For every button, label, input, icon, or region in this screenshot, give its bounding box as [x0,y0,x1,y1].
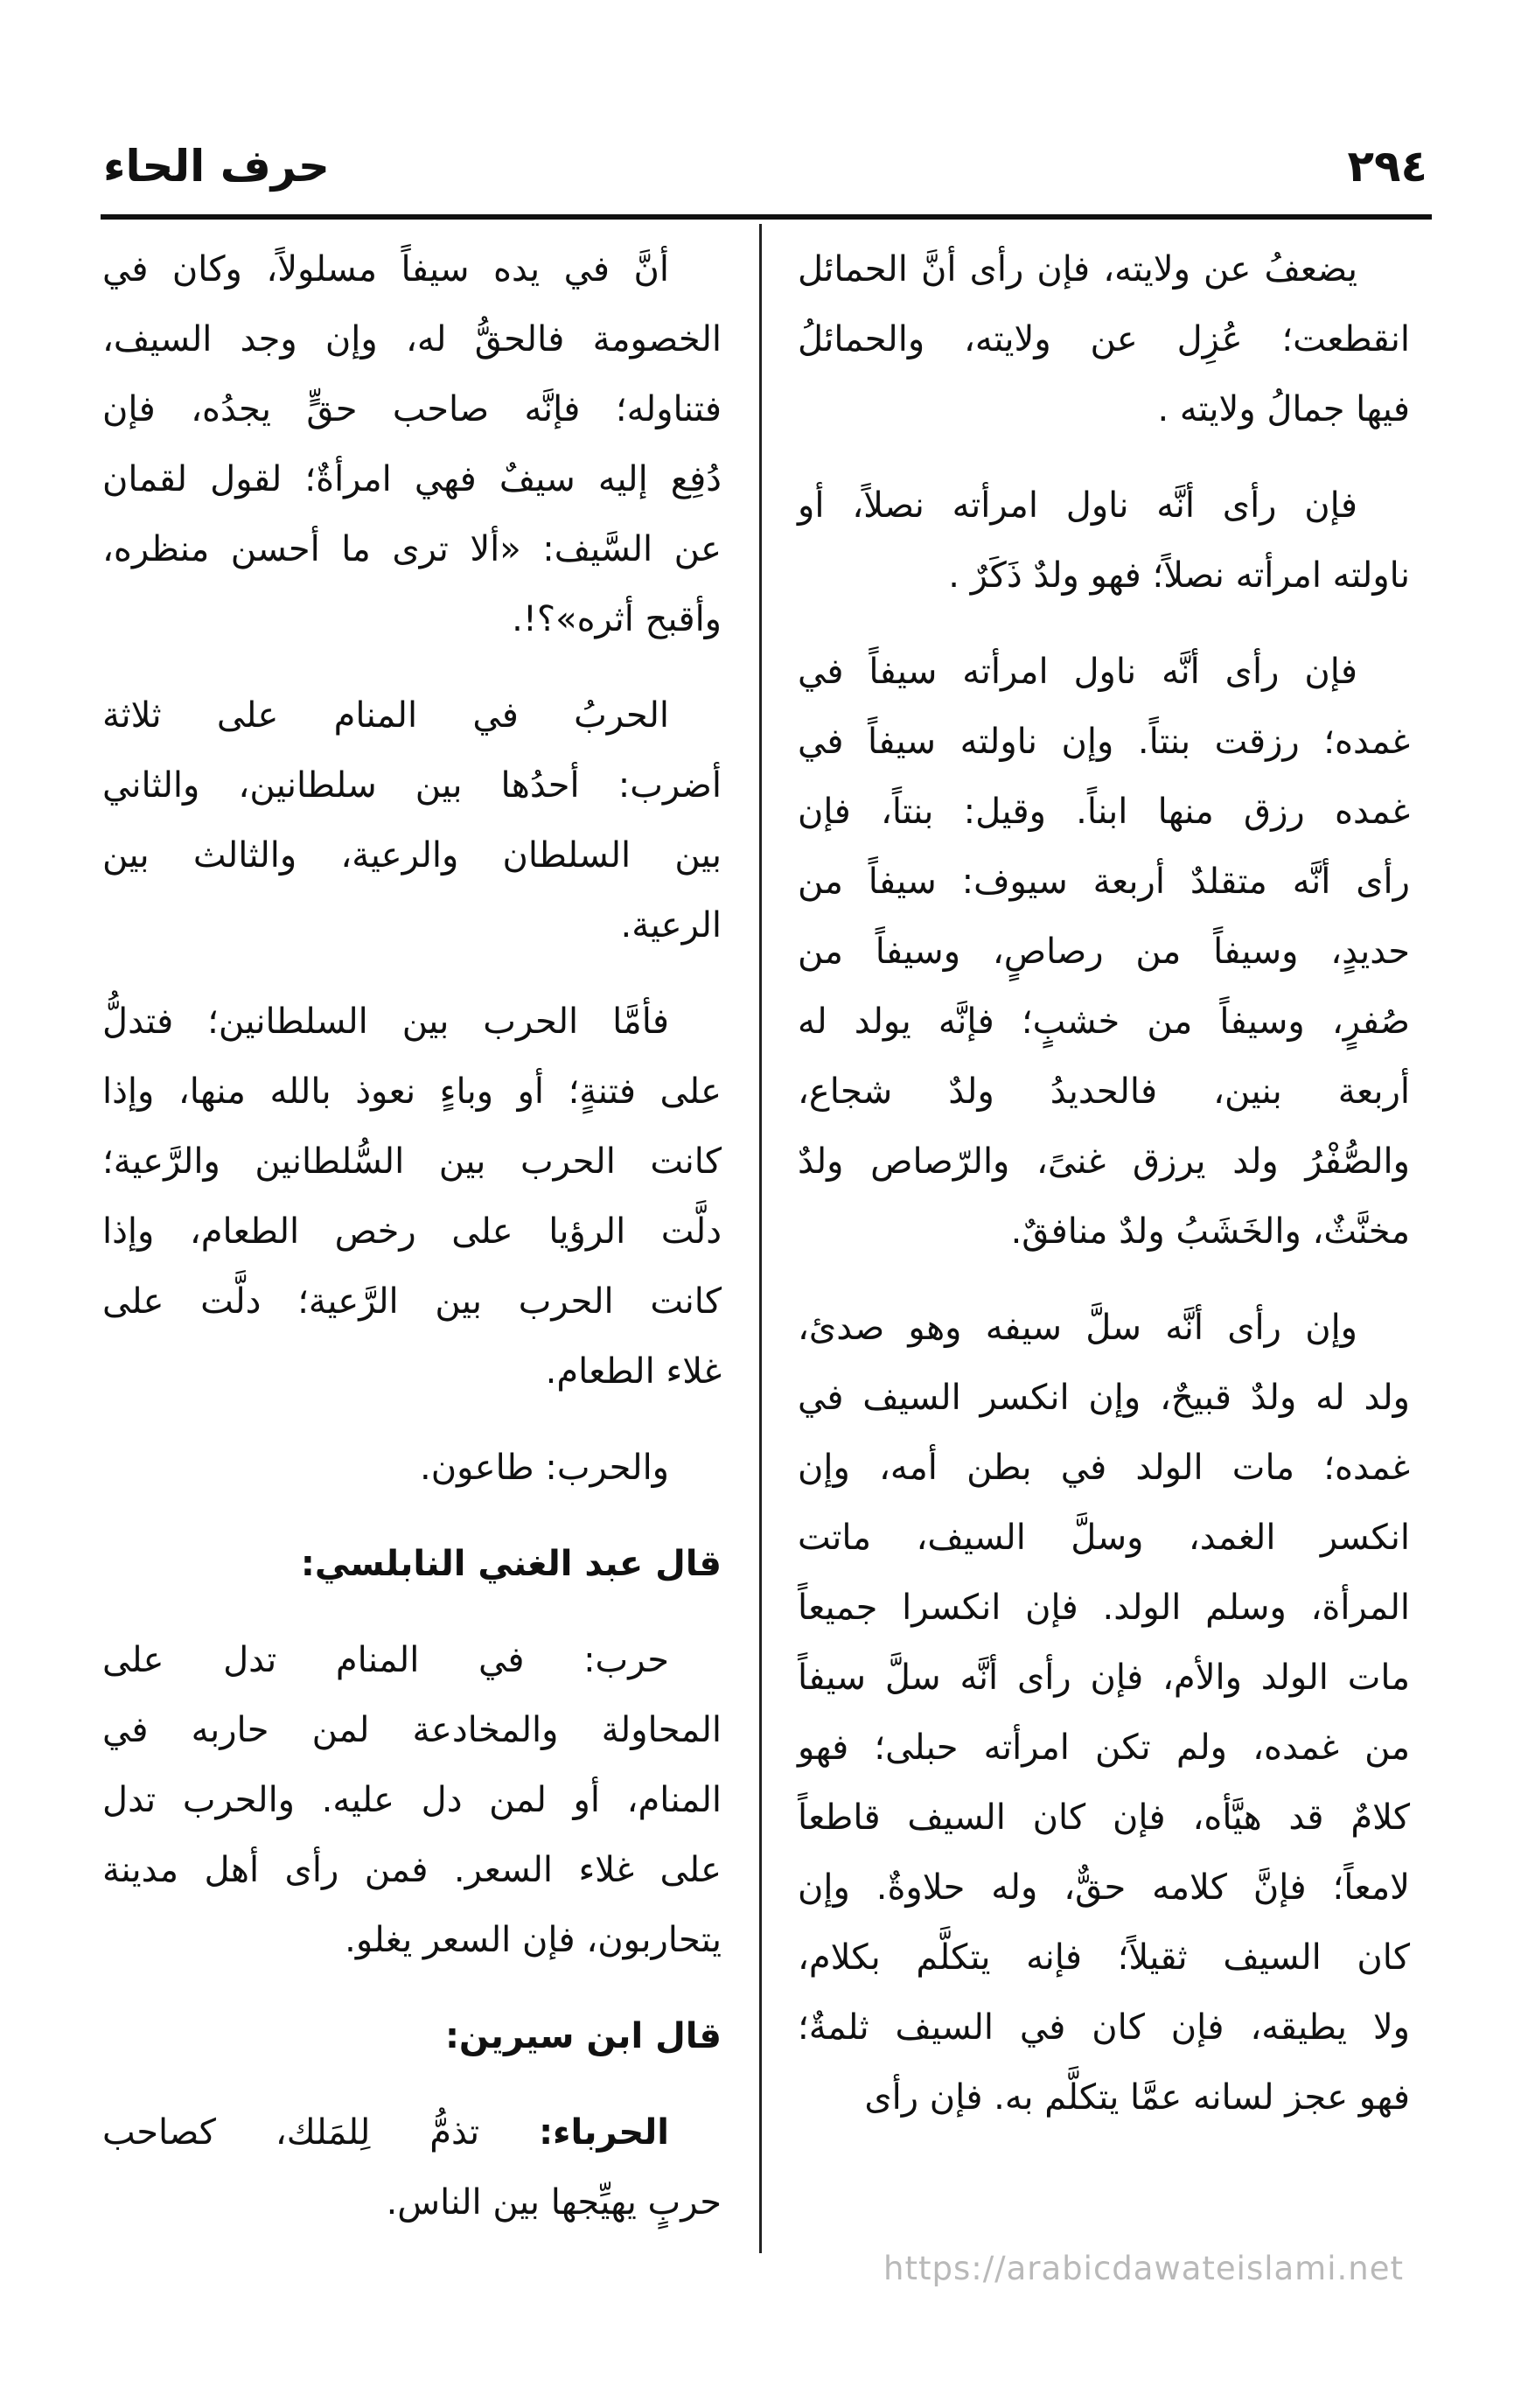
text-line: فيها جمالُ ولايته . [1157,389,1410,429]
text-line: كانت الحرب بين السُّلطانين والرَّعية؛ [102,1141,722,1182]
running-title: حرف الحاء [103,141,330,192]
text-line: على غلاء السعر. فمن رأى أهل مدينة [102,1850,722,1890]
text-line: غمده؛ رزقت بنتاً. وإن ناولته سيفاً في [798,722,1410,762]
right-column [798,234,1410,2159]
text-line: غمده؛ مات الولد في بطن أمه، وإن [798,1448,1410,1488]
text-line: رأى أنَّه متقلدٌ أربعة سيوف: سيفاً من [798,862,1410,902]
text-line: دلَّت الرؤيا على رخص الطعام، وإذا [102,1211,722,1252]
text-line: على فتنةٍ؛ أو وباءٍ نعوذ بالله منها، وإذا [102,1071,722,1112]
text-line: المحاولة والمخادعة لمن حاربه في [102,1710,722,1750]
text-line: حرب: في المنام تدل على [102,1640,669,1680]
text-line: من غمده، ولم تكن امرأته حبلى؛ فهو [798,1727,1410,1768]
text-line: الخصومة فالحقُّ له، وإن وجد السيف، [102,319,722,359]
text-line: كلامٌ قد هيَّأه، فإن كان السيف قاطعاً [798,1797,1410,1838]
text-line: قال عبد الغني النابلسي: [300,1544,722,1584]
text-line: قال ابن سيرين: [444,2016,722,2056]
text-line [102,2097,722,2167]
text-line: مات الولد والأم، فإن رأى أنَّه سلَّ سيفاً [798,1658,1410,1698]
text-line: صُفرٍ، وسيفاً من خشبٍ؛ فإنَّه يولد له [798,1002,1410,1042]
paragraph [798,1293,1410,2132]
text-line: أنَّ في يده سيفاً مسلولاً، وكان في [102,249,669,290]
paragraph [102,987,722,1406]
text-line: أربعة بنين، فالحديدُ ولدٌ شجاع، [798,1071,1410,1112]
paragraph [102,2097,722,2237]
paragraph [798,471,1410,611]
text-line: وأقبح أثره»؟!. [512,599,722,639]
text-line: حديدٍ، وسيفاً من رصاصٍ، وسيفاً من [798,932,1410,972]
text-line: انقطعت؛ عُزِل عن ولايته، والحمائلُ [798,319,1410,359]
text-line: عن السَّيف: «ألا ترى ما أحسن منظره، [102,529,722,569]
header-rule [101,214,1432,220]
text-line: فأمَّا الحرب بين السلطانين؛ فتدلُّ [102,1002,669,1042]
text-line: أضرب: أحدُها بين سلطانين، والثاني [102,765,722,806]
text-line: غلاء الطعام. [545,1351,722,1392]
section-heading [102,1529,722,1599]
text-line: حربٍ يهيِّجها بين الناس. [386,2182,722,2223]
text-line: الحربُ في المنام على ثلاثة [102,695,669,736]
text-line: ولا يطيقه، فإن كان في السيف ثلمةٌ؛ [798,2007,1410,2048]
line-text: تذمُّ لِلمَلك، كصاحب [102,2112,540,2153]
text-line: يضعفُ عن ولايته، فإن رأى أنَّ الحمائل [798,249,1357,290]
text-line: فإن رأى أنَّه ناول امرأته سيفاً في [798,652,1357,692]
text-line: كانت الحرب بين الرَّعية؛ دلَّت على [102,1281,722,1322]
text-line: والصُّفْرُ ولد يرزق غنىً، والرّصاص ولدٌ [798,1141,1410,1182]
text-line: يتحاربون، فإن السعر يغلو. [345,1920,722,1960]
text-line: المرأة، وسلم الولد. فإن انكسرا جميعاً [798,1588,1410,1628]
text-line: والحرب: طاعون. [420,1448,669,1488]
text-line: ولد له ولدٌ قبيحٌ، وإن انكسر السيف في [798,1378,1410,1418]
text-line: غمده رزق منها ابناً. وقيل: بنتاً، فإن [798,792,1410,832]
text-line: بين السلطان والرعية، والثالث بين [102,835,722,876]
text-line: لامعاً؛ فإنَّ كلامه حقٌّ، وله حلاوةٌ. وإن [798,1867,1410,1908]
watermark-url: https://arabicdawateislami.net [883,2250,1404,2287]
text-line: وإن رأى أنَّه سلَّ سيفه وهو صدئ، [798,1308,1357,1348]
paragraph [102,234,722,654]
column-divider [759,224,762,2253]
paragraph [102,681,722,960]
text-line: المنام، أو لمن دل عليه. والحرب تدل [102,1780,722,1820]
text-line: ناولته امرأته نصلاً؛ فهو ولدٌ ذَكَرٌ . [948,555,1410,596]
page-number: ٢٩٤ [1347,141,1427,192]
text-line: انكسر الغمد، وسلَّ السيف، ماتت [798,1518,1410,1558]
lead-term: الحرباء: [539,2112,669,2153]
paragraph [102,1433,722,1503]
section-heading [102,2001,722,2071]
text-line: فهو عجز لسانه عمَّا يتكلَّم به. فإن رأى [864,2077,1410,2118]
text-line: الرعية. [620,905,722,946]
text-line: دُفِع إليه سيفٌ فهي امرأةٌ؛ لقول لقمان [102,459,722,499]
left-column [102,234,722,2264]
text-line: مخنَّثٌ، والخَشَبُ ولدٌ منافقٌ. [1010,1211,1410,1252]
text-line: فإن رأى أنَّه ناول امرأته نصلاً، أو [798,485,1357,526]
paragraph [798,234,1410,444]
text-line: كان السيف ثقيلاً؛ فإنه يتكلَّم بكلام، [798,1937,1410,1978]
text-line: فتناوله؛ فإنَّه صاحب حقٍّ يجدُه، فإن [102,389,722,429]
paragraph [798,637,1410,1267]
paragraph [102,1625,722,1975]
